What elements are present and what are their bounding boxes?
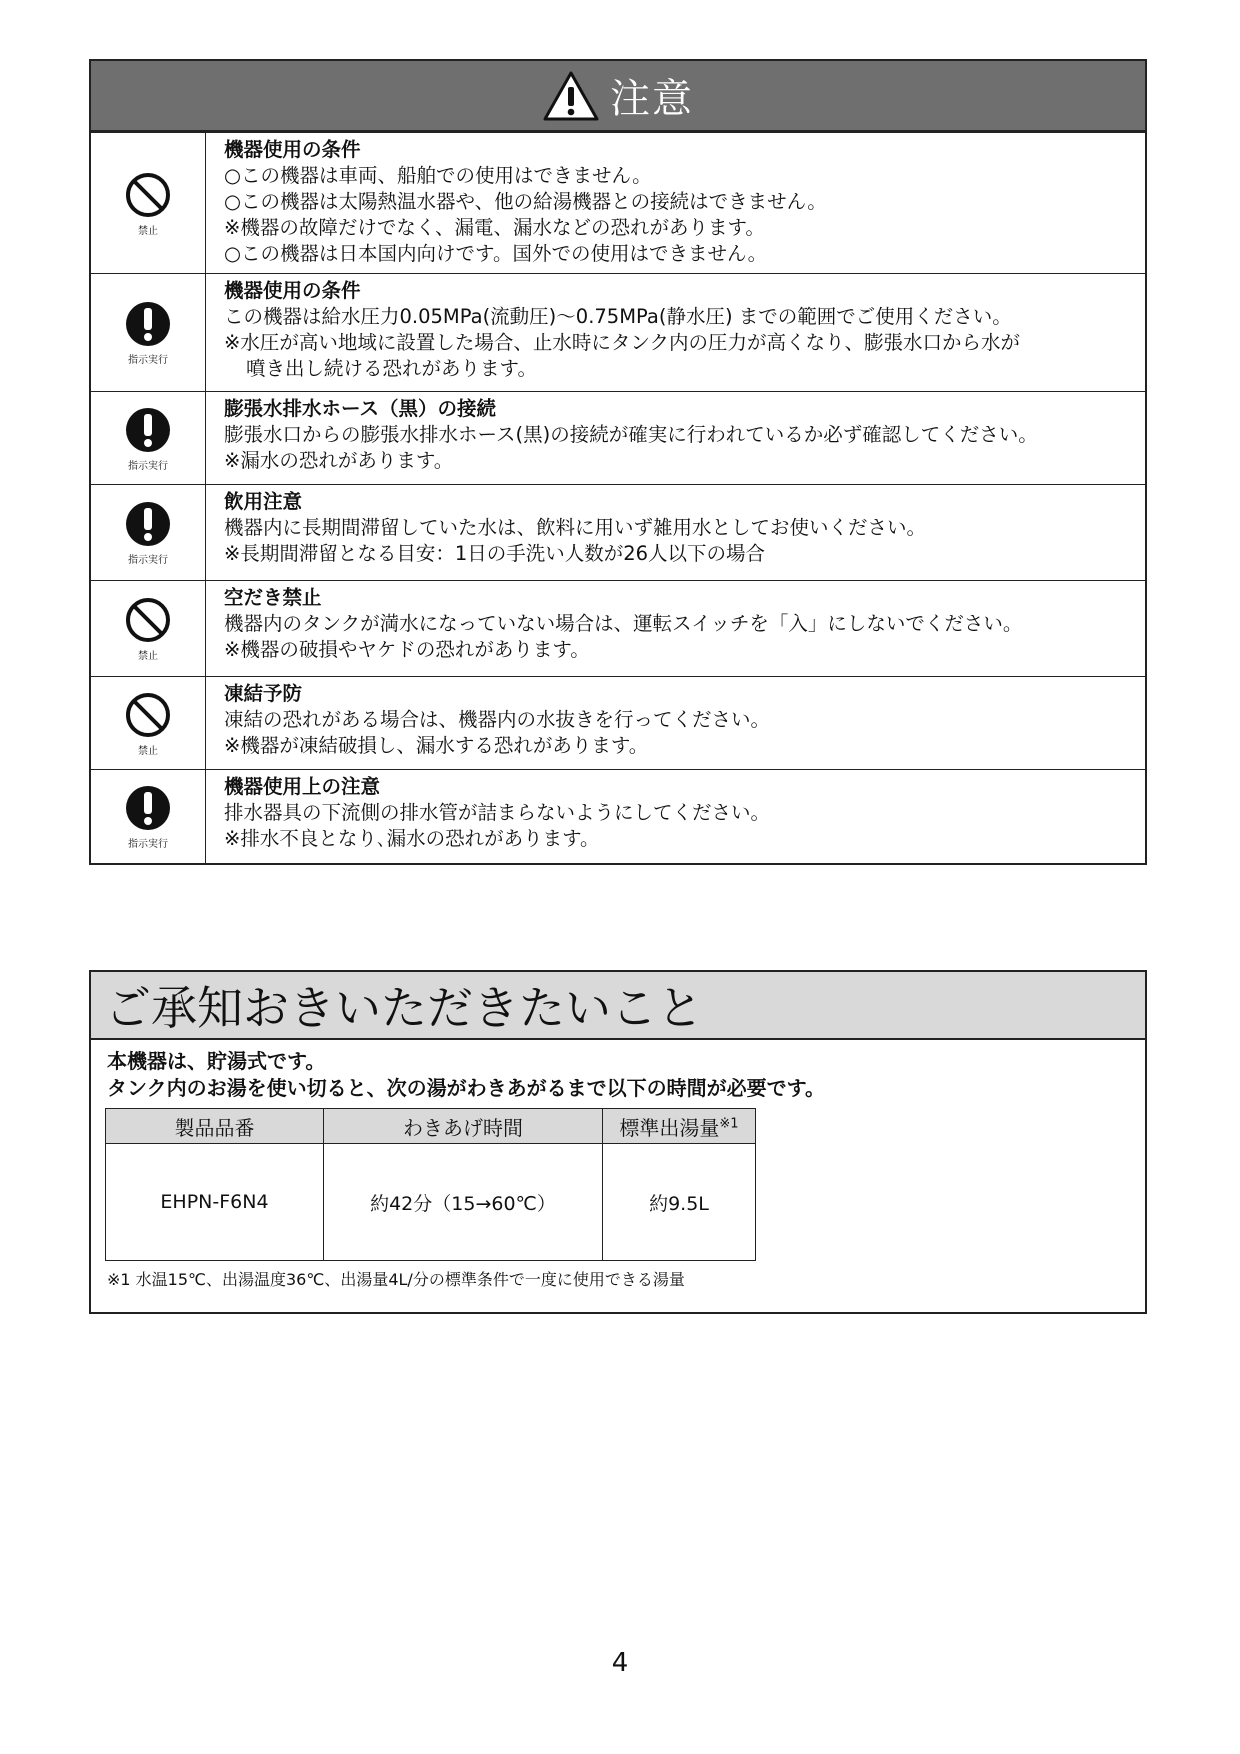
info-box xyxy=(89,970,1147,1314)
footnote: ※1 水温15℃、出湯温度36℃、出湯量4L/分の標準条件で一度に使用できる湯量 xyxy=(107,1270,685,1289)
row-text: ○この機器は日本国内向けです。国外での使用はできません。 xyxy=(224,242,768,265)
caution-row xyxy=(91,391,1145,484)
row-text: ※長期間滞留となる目安：1日の手洗い人数が26人以下の場合 xyxy=(224,542,766,565)
caution-row xyxy=(91,273,1145,391)
row-text: ※漏水の恐れがあります。 xyxy=(224,449,454,472)
row-heading: 飲用注意 xyxy=(224,490,303,513)
row-text: ○この機器は太陽熱温水器や、他の給湯機器との接続はできません。 xyxy=(224,190,827,213)
row-text: 凍結の恐れがある場合は、機器内の水抜きを行ってください。 xyxy=(224,708,771,731)
icon-label: 指示実行 xyxy=(128,555,168,566)
table-cell: 約9.5L xyxy=(603,1144,756,1261)
mandatory-action-icon xyxy=(123,499,173,549)
row-text: ※機器の故障だけでなく、漏電、漏水などの恐れがあります。 xyxy=(224,216,765,239)
icon-label: 禁止 xyxy=(138,745,158,757)
icon-label: 指示実行 xyxy=(128,839,168,850)
caution-row xyxy=(91,769,1145,863)
icon-label: 指示実行 xyxy=(128,355,168,366)
table-row xyxy=(106,1144,756,1261)
column-header: 製品品番 xyxy=(106,1109,324,1144)
table-cell: EHPN-F6N4 xyxy=(106,1144,324,1261)
row-heading: 空だき禁止 xyxy=(224,586,322,609)
row-heading: 膨張水排水ホース（黒）の接続 xyxy=(224,397,497,420)
row-heading: 機器使用の条件 xyxy=(224,138,361,161)
row-text: 排水器具の下流側の排水管が詰まらないようにしてください。 xyxy=(224,801,771,824)
caution-row xyxy=(91,580,1145,676)
prohibition-icon xyxy=(123,170,173,220)
intro-line: タンク内のお湯を使い切ると、次の湯がわきあがるまで以下の時間が必要です。 xyxy=(107,1076,825,1100)
warning-triangle-icon xyxy=(542,70,600,122)
prohibition-icon xyxy=(123,690,173,740)
footnote-mark: ※1 xyxy=(719,1115,739,1131)
mandatory-action-icon xyxy=(123,783,173,833)
row-heading: 機器使用の条件 xyxy=(224,279,361,302)
caution-box xyxy=(89,59,1147,865)
column-header xyxy=(603,1109,756,1144)
intro-line: 本機器は、貯湯式です。 xyxy=(107,1049,326,1073)
row-text: 機器内のタンクが満水になっていない場合は、運転スイッチを「入」にしないでください。 xyxy=(224,612,1023,635)
info-intro xyxy=(107,1048,1145,1102)
caution-row xyxy=(91,676,1145,769)
mandatory-action-icon xyxy=(123,405,173,455)
row-text: ※排水不良となり､漏水の恐れがあります。 xyxy=(224,827,600,850)
row-heading: 機器使用上の注意 xyxy=(224,775,381,798)
icon-label: 禁止 xyxy=(138,651,158,662)
icon-label: 禁止 xyxy=(138,225,158,237)
column-header: わきあげ時間 xyxy=(324,1109,603,1144)
row-text: 噴き出し続ける恐れがあります。 xyxy=(246,357,537,380)
row-text: ※機器が凍結破損し、漏水する恐れがあります。 xyxy=(224,734,649,757)
caution-row xyxy=(91,132,1145,273)
caution-header xyxy=(91,61,1145,132)
mandatory-action-icon xyxy=(123,299,173,349)
row-text: ※機器の破損やヤケドの恐れがあります。 xyxy=(224,638,590,661)
row-text: 機器内に長期間滞留していた水は、飲料に用いず雑用水としてお使いください。 xyxy=(224,516,927,539)
info-title: ご承知おきいただきたいこと xyxy=(91,972,1145,1040)
table-cell: 約42分（15→60℃） xyxy=(324,1144,603,1261)
table-header-row xyxy=(106,1109,756,1144)
icon-label: 指示実行 xyxy=(128,460,168,472)
row-text: ○この機器は車両、船舶での使用はできません。 xyxy=(224,164,652,187)
row-heading: 凍結予防 xyxy=(224,682,303,705)
spec-table xyxy=(105,1108,756,1261)
row-text: 膨張水口からの膨張水排水ホース(黒)の接続が確実に行われているか必ず確認してください。 xyxy=(224,423,1038,446)
caution-row xyxy=(91,484,1145,580)
column-header-label: 標準出湯量 xyxy=(619,1115,720,1140)
page-number: 4 xyxy=(611,1648,629,1678)
row-text: ※水圧が高い地域に設置した場合、止水時にタンク内の圧力が高くなり、膨張水口から水が xyxy=(224,331,1020,354)
caution-title: 注意 xyxy=(610,76,694,122)
row-text: この機器は給水圧力0.05MPa(流動圧)～0.75MPa(静水圧) までの範囲でご使用ください。 xyxy=(224,305,1012,328)
prohibition-icon xyxy=(123,595,173,645)
